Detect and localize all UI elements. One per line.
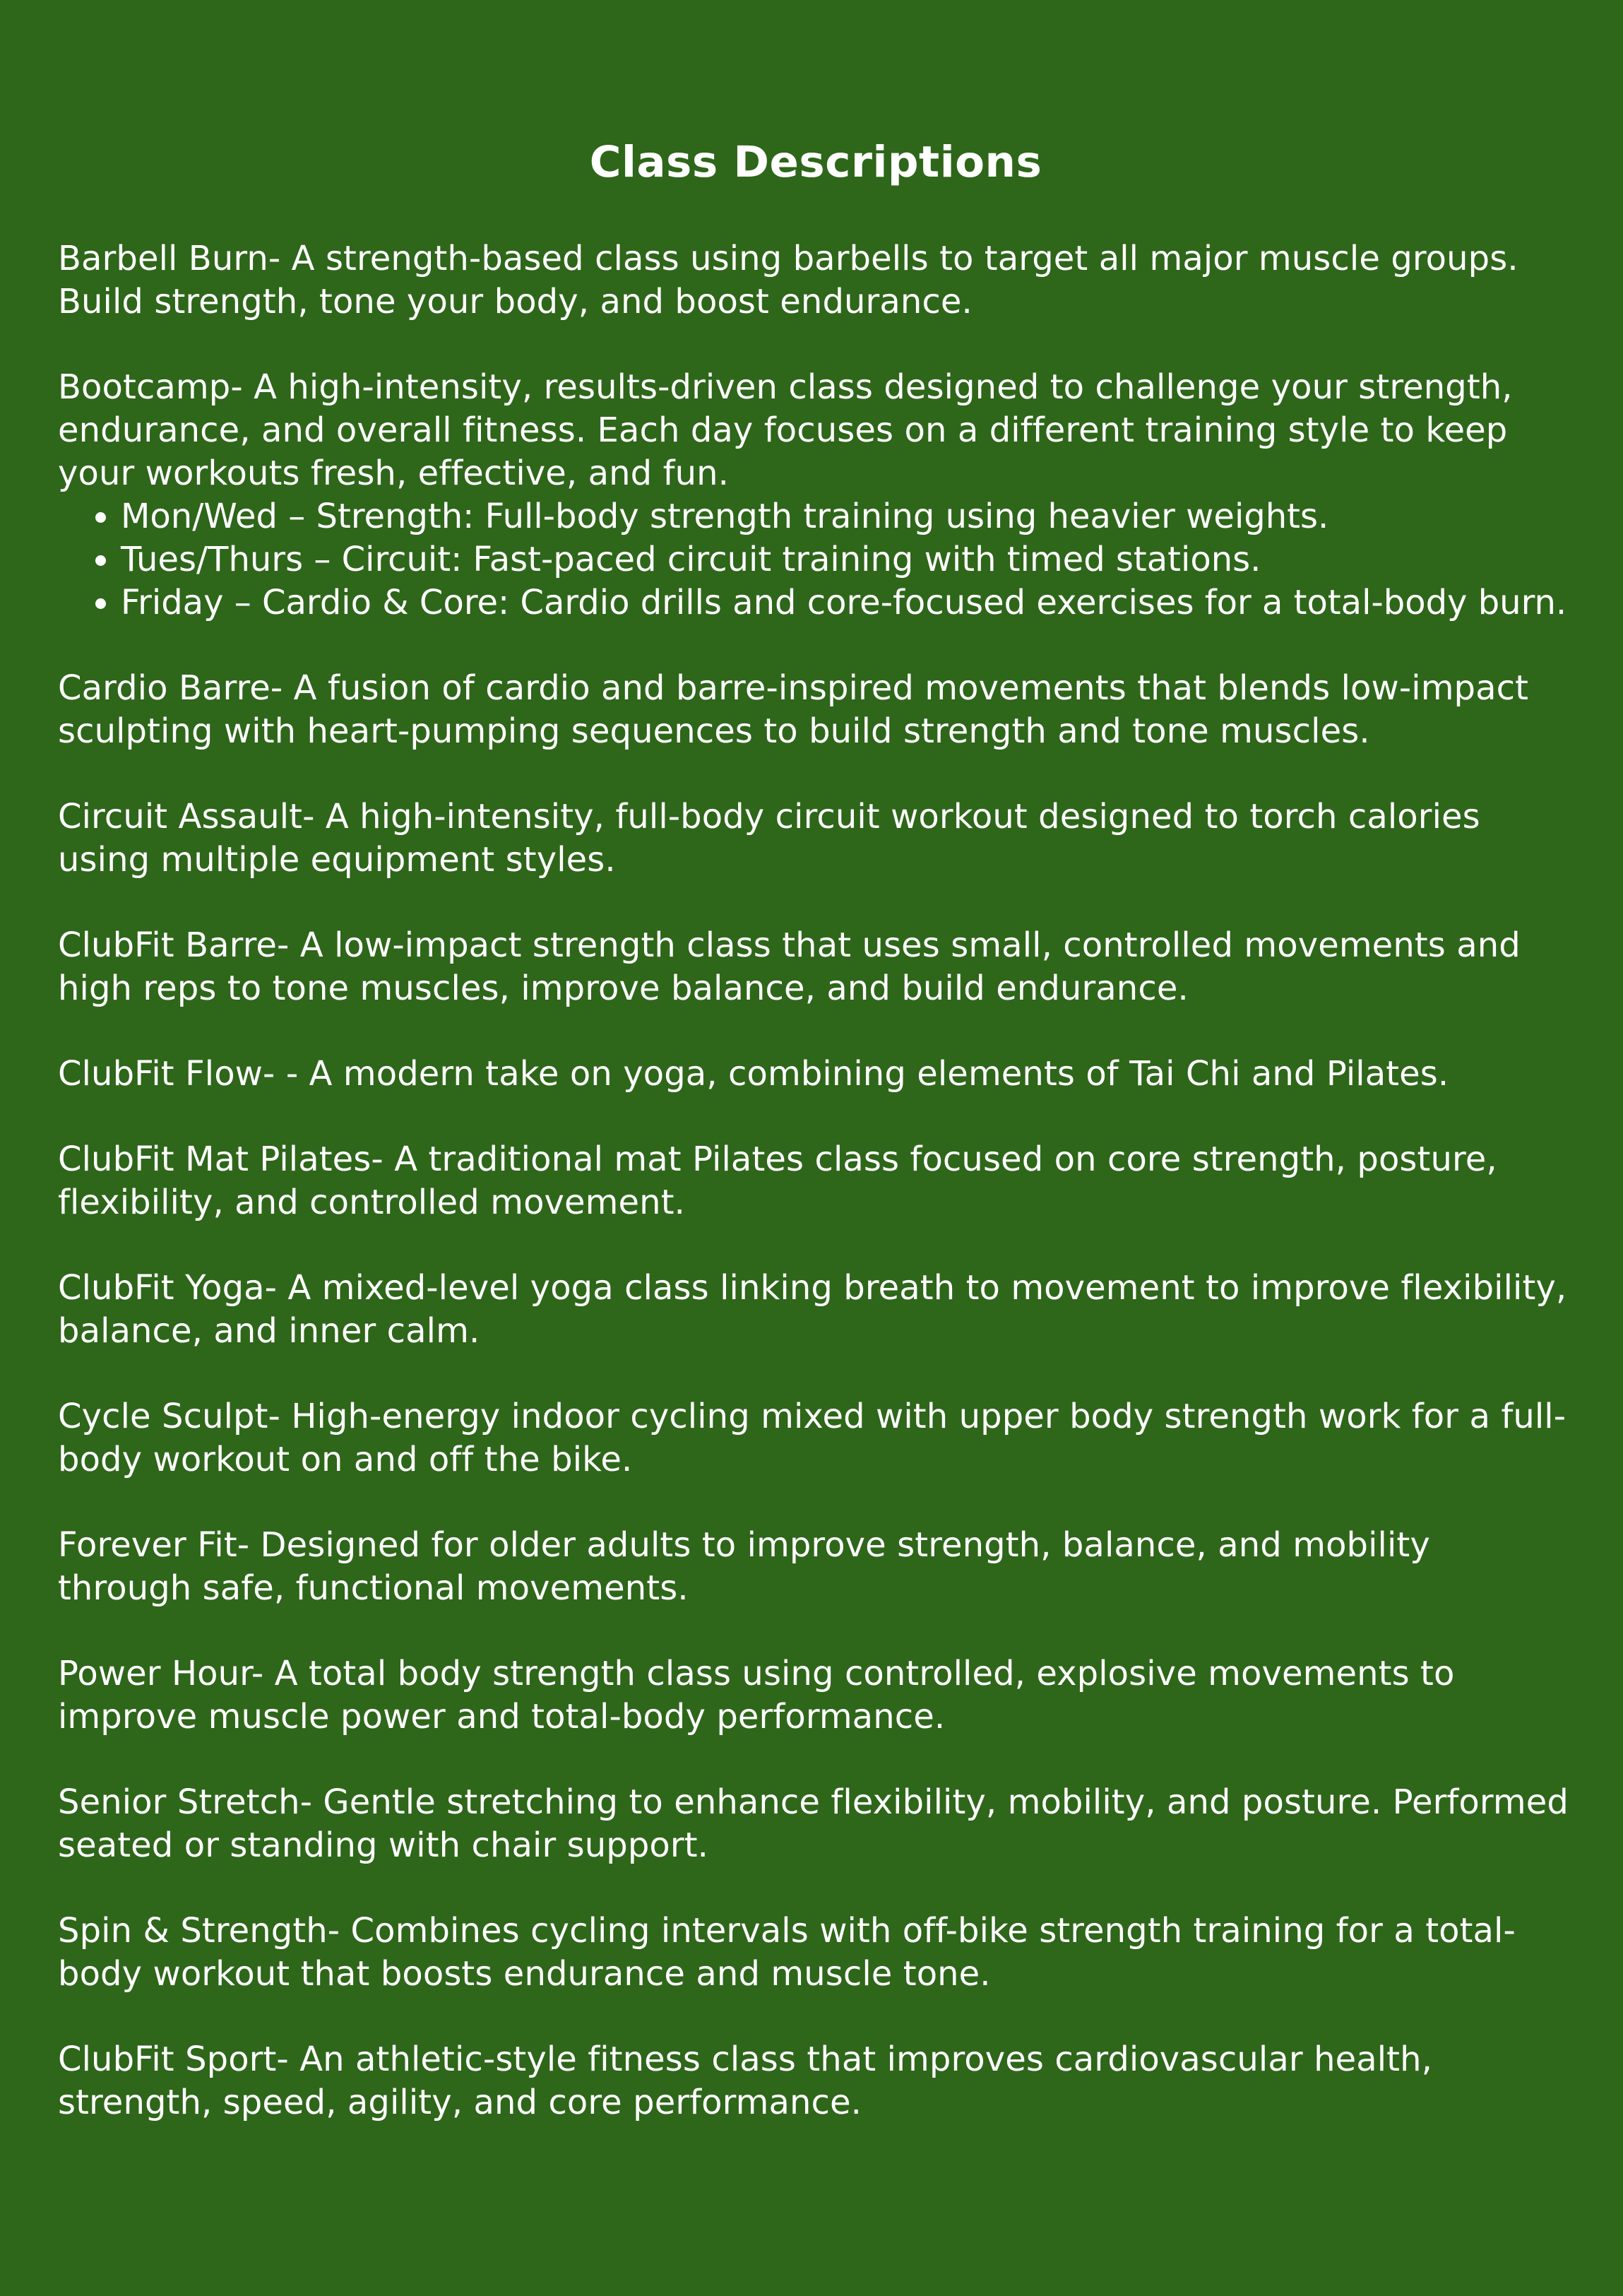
bootcamp-schedule-item: • Tues/Thurs – Circuit: Fast-paced circuit training with timed stations. <box>121 538 1574 581</box>
class-clubfit-barre: ClubFit Barre- A low-impact strength class that uses small, controlled movements and high reps to tone muscles, improve balance, and build endurance. <box>58 925 1521 1008</box>
class-senior-stretch: Senior Stretch- Gentle stretching to enhance flexibility, mobility, and posture. Performed seated or standing with chair support. <box>58 1782 1569 1865</box>
bootcamp-schedule-item: • Friday – Cardio & Core: Cardio drills and core-focused exercises for a total-body burn. <box>121 581 1574 625</box>
class-clubfit-sport: ClubFit Sport- An athletic-style fitness class that improves cardiovascular health, strength, speed, agility, and core performance. <box>58 2040 1432 2122</box>
bootcamp-schedule-list <box>58 495 1574 625</box>
class-barbell-burn: Barbell Burn- A strength-based class using barbells to target all major muscle groups. Build strength, tone your body, and boost endurance. <box>58 239 1518 321</box>
class-spin-and-strength: Spin & Strength- Combines cycling intervals with off-bike strength training for a total-body workout that boosts endurance and muscle tone. <box>58 1911 1516 1994</box>
class-clubfit-mat-pilates: ClubFit Mat Pilates- A traditional mat Pilates class focused on core strength, posture, flexibility, and controlled movement. <box>58 1140 1497 1222</box>
class-bootcamp: Bootcamp- A high-intensity, results-driven class designed to challenge your strength, endurance, and overall fitness. Each day focuses on a different training style to keep your workouts fresh, effective, and fun. <box>58 367 1513 493</box>
class-cycle-sculpt: Cycle Sculpt- High-energy indoor cycling mixed with upper body strength work for a full-body workout on and off the bike. <box>58 1397 1566 1479</box>
class-clubfit-flow: ClubFit Flow- - A modern take on yoga, combining elements of Tai Chi and Pilates. <box>58 1054 1449 1094</box>
page-title: Class Descriptions <box>589 137 1042 187</box>
class-clubfit-yoga: ClubFit Yoga- A mixed-level yoga class linking breath to movement to improve flexibility, balance, and inner calm. <box>58 1268 1567 1351</box>
class-power-hour: Power Hour- A total body strength class using controlled, explosive movements to improve muscle power and total-body performance. <box>58 1654 1455 1736</box>
class-circuit-assault: Circuit Assault- A high-intensity, full-body circuit workout designed to torch calories using multiple equipment styles. <box>58 797 1480 880</box>
class-forever-fit: Forever Fit- Designed for older adults to improve strength, balance, and mobility through safe, functional movements. <box>58 1525 1430 1608</box>
class-cardio-barre: Cardio Barre- A fusion of cardio and barre-inspired movements that blends low-impact sculpting with heart-pumping sequences to build strength and tone muscles. <box>58 668 1529 751</box>
bootcamp-schedule-item: • Mon/Wed – Strength: Full-body strength training using heavier weights. <box>121 495 1574 538</box>
